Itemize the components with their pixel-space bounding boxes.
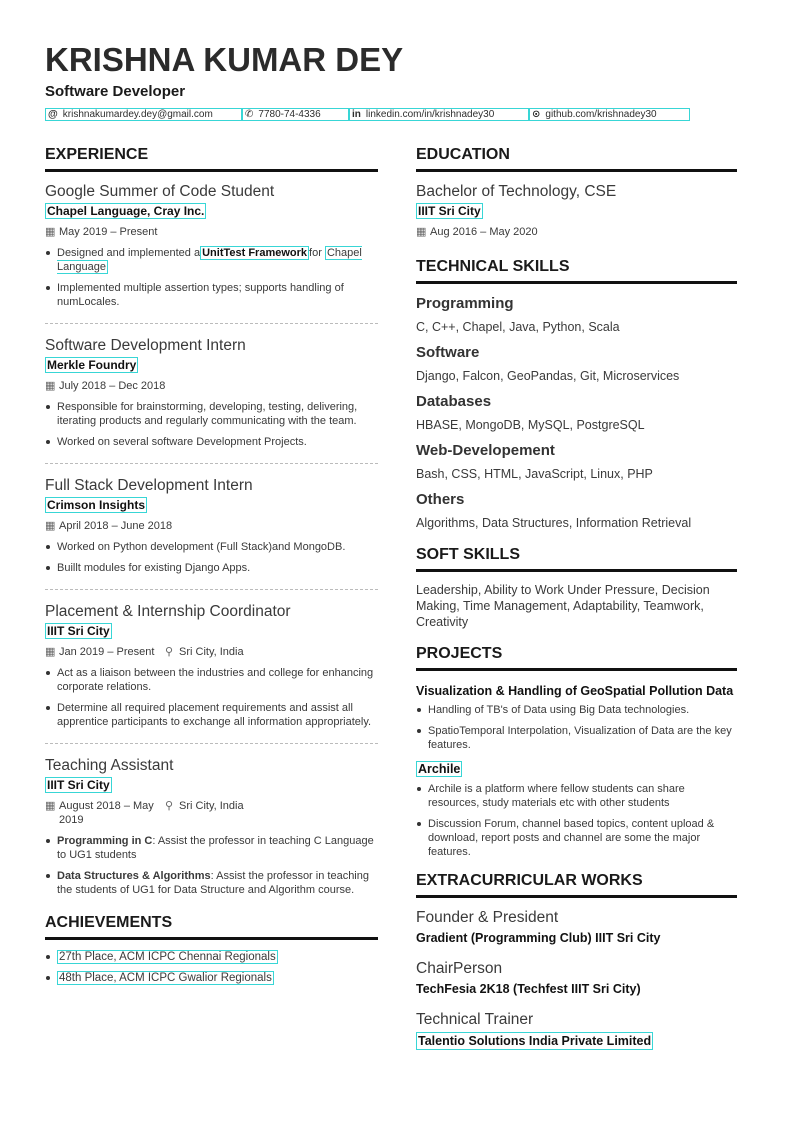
bullet-item: Determine all required placement requirements and assist all apprentice participants to exchange all information appropriately. <box>45 701 378 729</box>
bullet-item <box>45 246 378 274</box>
bullet-text: : Assist the professor in teaching C Language to UG1 students <box>57 835 374 861</box>
job-meta <box>45 645 378 659</box>
education-heading: EDUCATION <box>416 145 737 172</box>
location-icon: ⚲ <box>165 646 174 658</box>
skill-group-value: HBASE, MongoDB, MySQL, PostgreSQL <box>416 418 645 432</box>
skill-group-name: Databases <box>416 393 492 410</box>
project-bullets <box>416 703 737 752</box>
job-bullets <box>45 400 378 449</box>
bullet-text: for <box>309 247 322 259</box>
job-bullets <box>45 834 378 897</box>
bullet-item: Handling of TB's of Data using Big Data technologies. <box>416 703 737 717</box>
skill-group-value: Algorithms, Data Structures, Information Retrieval <box>416 516 692 530</box>
email-text: krishnakumardey.dey@gmail.com <box>62 109 213 120</box>
extracurricular-org-link[interactable]: Talentio Solutions India Private Limited <box>418 1034 652 1048</box>
calendar-icon: ▦ <box>45 380 56 392</box>
experience-heading: EXPERIENCE <box>45 145 378 172</box>
skill-group-value: Django, Falcon, GeoPandas, Git, Microservices <box>416 369 680 383</box>
achievement-link[interactable]: 48th Place, ACM ICPC Gwalior Regionals <box>59 972 272 984</box>
extracurricular-item <box>416 908 737 947</box>
bullet-item <box>45 834 378 862</box>
candidate-tagline: Software Developer <box>45 83 186 100</box>
company-link[interactable]: IIIT Sri City <box>47 778 110 792</box>
bullet-item: Responsible for brainstorming, developing, testing, delivering, iterating products and regularly communicating with the team. <box>45 400 378 428</box>
job-meta <box>45 519 378 533</box>
project-bullets <box>416 782 737 859</box>
skill-group-name: Programming <box>416 295 514 312</box>
extracurricular-item <box>416 959 737 998</box>
job-meta <box>45 225 378 239</box>
company-link[interactable]: Crimson Insights <box>47 498 146 512</box>
bullet-item: Buillt modules for existing Django Apps. <box>45 561 378 575</box>
company-link[interactable]: IIIT Sri City <box>47 624 110 638</box>
bullet-item: Implemented multiple assertion types; supports handling of numLocales. <box>45 281 378 309</box>
phone-link[interactable] <box>242 108 349 121</box>
at-icon: @ <box>48 109 58 120</box>
skill-group-value: C, C++, Chapel, Java, Python, Scala <box>416 320 620 334</box>
job-dates: August 2018 – May 2019 <box>59 800 154 826</box>
linkedin-link[interactable] <box>349 108 529 121</box>
extracurricular-role: Technical Trainer <box>416 1011 534 1028</box>
github-link[interactable] <box>529 108 690 121</box>
job-title: Google Summer of Code Student <box>45 183 275 200</box>
entry-divider <box>45 463 378 464</box>
extracurricular-org: Gradient (Programming Club) IIIT Sri City <box>416 931 661 945</box>
calendar-icon: ▦ <box>45 646 56 658</box>
candidate-name: KRISHNA KUMAR DEY <box>45 41 404 78</box>
calendar-icon: ▦ <box>45 520 56 532</box>
experience-entry <box>45 336 378 449</box>
project-item <box>416 683 737 752</box>
soft-skills-heading: SOFT SKILLS <box>416 545 737 572</box>
experience-entry <box>45 602 378 729</box>
skill-group-name: Web-Developement <box>416 442 555 459</box>
bullet-bold: Data Structures & Algorithms <box>57 870 211 882</box>
skill-group-value: Bash, CSS, HTML, JavaScript, Linux, PHP <box>416 467 653 481</box>
job-title: Teaching Assistant <box>45 757 174 774</box>
email-link[interactable] <box>45 108 242 121</box>
bullet-text: Designed and implemented a <box>57 247 201 259</box>
bullet-item: SpatioTemporal Interpolation, Visualization of Data are the key features. <box>416 724 737 752</box>
education-meta <box>416 225 737 239</box>
degree-title: Bachelor of Technology, CSE <box>416 183 617 200</box>
bullet-bold: Programming in C <box>57 835 153 847</box>
job-title: Placement & Internship Coordinator <box>45 603 291 620</box>
bullet-item: Act as a liaison between the industries and college for enhancing corporate relations. <box>45 666 378 694</box>
bullet-text: : Assist the professor in teaching the students of UG1 for Data Structure and Algorithm course. <box>57 870 369 896</box>
achievements-list <box>45 950 378 985</box>
achievement-link[interactable]: 27th Place, ACM ICPC Chennai Regionals <box>59 951 276 963</box>
entry-divider <box>45 589 378 590</box>
linkedin-text: linkedin.com/in/krishnadey30 <box>365 109 495 120</box>
achievement-item <box>45 971 378 985</box>
job-dates: April 2018 – June 2018 <box>59 520 173 532</box>
skill-group <box>416 343 737 384</box>
job-title: Software Development Intern <box>45 337 246 354</box>
job-bullets <box>45 666 378 729</box>
company-link[interactable]: Merkle Foundry <box>47 358 137 372</box>
projects-heading: PROJECTS <box>416 644 737 671</box>
bullet-item <box>45 869 378 897</box>
job-location: Sri City, India <box>179 646 244 658</box>
education-dates: Aug 2016 – May 2020 <box>430 226 538 238</box>
entry-divider <box>45 323 378 324</box>
calendar-icon: ▦ <box>45 226 56 238</box>
job-dates: July 2018 – Dec 2018 <box>59 380 166 392</box>
skill-group-name: Others <box>416 491 465 508</box>
experience-entry <box>45 756 378 897</box>
job-location: Sri City, India <box>179 800 244 812</box>
skill-group <box>416 441 737 482</box>
extracurricular-item <box>416 1010 737 1050</box>
unittest-link[interactable]: UnitTest Framework <box>202 247 308 259</box>
project-link[interactable]: Archile <box>418 762 461 776</box>
calendar-icon: ▦ <box>416 226 427 238</box>
right-column <box>416 145 737 1050</box>
job-title: Full Stack Development Intern <box>45 477 253 494</box>
project-item <box>416 759 737 859</box>
skill-group <box>416 490 737 531</box>
skill-group <box>416 294 737 335</box>
extracurricular-org: TechFesia 2K18 (Techfest IIIT Sri City) <box>416 982 641 996</box>
soft-skills-text: Leadership, Ability to Work Under Pressure, Decision Making, Time Management, Adaptability, Teamwork, Creativity <box>416 583 710 629</box>
technical-skills-heading: TECHNICAL SKILLS <box>416 257 737 284</box>
achievements-heading: ACHIEVEMENTS <box>45 913 378 940</box>
experience-entry <box>45 476 378 575</box>
extracurricular-heading: EXTRACURRICULAR WORKS <box>416 871 737 898</box>
job-meta <box>45 799 378 827</box>
school-link[interactable]: IIIT Sri City <box>418 204 481 218</box>
experience-entry <box>45 182 378 309</box>
bullet-item: Discussion Forum, channel based topics, content upload & download, report posts and channel are some the major features. <box>416 817 737 859</box>
job-bullets <box>45 246 378 309</box>
job-dates: Jan 2019 – Present <box>59 646 155 658</box>
job-bullets <box>45 540 378 575</box>
contact-bar <box>45 108 745 122</box>
left-column <box>45 145 378 992</box>
company-link[interactable]: Chapel Language, Cray Inc. <box>47 204 205 218</box>
chapel-link[interactable]: Chapel Language <box>57 247 362 273</box>
linkedin-icon: in <box>352 109 361 120</box>
bullet-item: Archile is a platform where fellow students can share resources, study materials etc with other students <box>416 782 737 810</box>
entry-divider <box>45 743 378 744</box>
bullet-item: Worked on several software Development Projects. <box>45 435 378 449</box>
job-meta <box>45 379 378 393</box>
phone-text: 7780-74-4336 <box>258 109 321 120</box>
extracurricular-role: ChairPerson <box>416 960 503 977</box>
phone-icon: ✆ <box>245 109 254 120</box>
skill-group <box>416 392 737 433</box>
job-dates: May 2019 – Present <box>59 226 158 238</box>
extracurricular-role: Founder & President <box>416 909 559 926</box>
resume-header <box>45 38 745 122</box>
location-icon: ⚲ <box>165 800 174 812</box>
calendar-icon: ▦ <box>45 800 56 812</box>
bullet-item: Worked on Python development (Full Stack)and MongoDB. <box>45 540 378 554</box>
achievement-item <box>45 950 378 964</box>
project-title: Visualization & Handling of GeoSpatial Pollution Data <box>416 684 734 698</box>
github-icon: ⊙ <box>532 109 541 120</box>
skill-group-name: Software <box>416 344 480 361</box>
github-text: github.com/krishnadey30 <box>545 109 657 120</box>
